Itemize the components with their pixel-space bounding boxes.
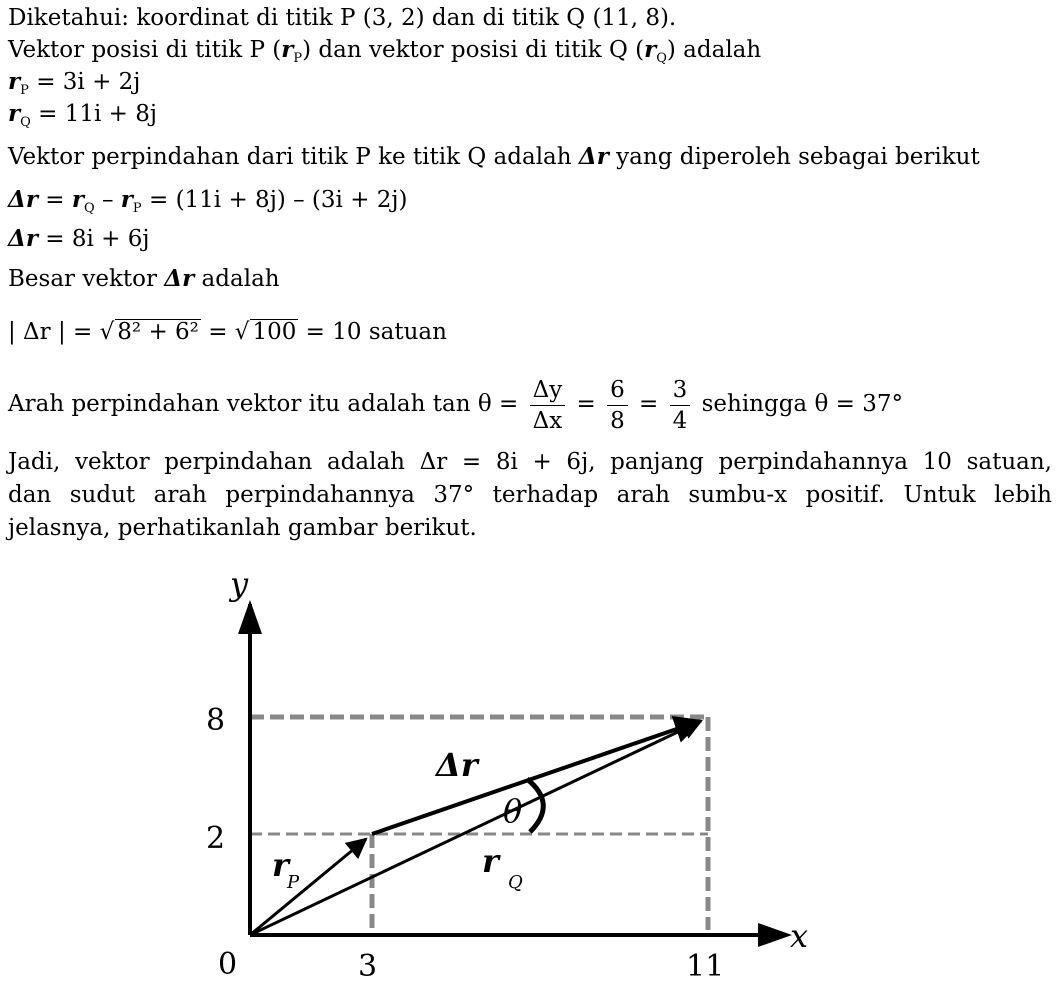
- vector-delta-r: [372, 721, 700, 834]
- fraction-dy-dx: $\frac{\Delta y}{\Delta x}$: [530, 377, 566, 434]
- theta-label: θ: [503, 792, 523, 830]
- rp-label: r: [272, 846, 289, 884]
- rq-equation: $r_Q = 11i + 8j$: [8, 100, 157, 130]
- fraction-6-8: $\frac{6}{8}$: [607, 377, 628, 434]
- fraction-3-4: $\frac{3}{4}$: [670, 377, 691, 434]
- sqrt-100: 100: [252, 319, 297, 345]
- delta-r-label: Δr: [436, 746, 478, 784]
- rp-equation: $r_P = 3i + 2j$: [8, 68, 141, 98]
- delta-r-equation-2: Δr = 8i + 6j: [8, 225, 150, 252]
- conclusion-paragraph: Jadi, vektor perpindahan adalah Δr = 8i + 6j, panjang perpindahannya 10 satuan, dan sudut arah perpindahannya 37° terhadap arah sumbu-x positif. Untuk lebih jelasnya, perhatikanlah gambar berikut.: [8, 449, 1052, 541]
- delta-r-equation-1: $\Delta r = r_Q - r_P = (11i + 8j) - (3i + 2j)$: [8, 186, 408, 216]
- x-axis-label: x: [790, 917, 809, 955]
- direction-line: Arah perpindahan vektor itu adalah tan θ = $\frac{\Delta y}{\Delta x}$ = $\frac{6}{8}$ = $\frac{3}{4}$ sehingga θ = 37°: [8, 376, 903, 434]
- tick-y-8: 8: [206, 703, 226, 738]
- origin-label: 0: [218, 947, 238, 982]
- x-axis-arrowhead: [758, 923, 792, 947]
- sqrt-8-6: 8² + 6²: [117, 319, 199, 345]
- rq-label-sub: Q: [508, 872, 523, 893]
- rq-label: r: [482, 842, 499, 880]
- rp-label-sub: P: [287, 872, 300, 893]
- position-intro-line: Vektor posisi di titik P $(r_P)$ dan vektor posisi di titik Q $(r_Q)$ adalah: [8, 36, 762, 66]
- tick-x-3: 3: [358, 949, 378, 984]
- magnitude-intro-line: Besar vektor Δr adalah: [8, 265, 280, 292]
- y-axis-label: y: [230, 565, 249, 603]
- magnitude-equation: | Δr | = √ 8² + 6² = √ 100 = 10 satuan: [8, 319, 447, 345]
- theta-arc: [527, 779, 543, 832]
- y-axis-arrowhead: [238, 600, 262, 634]
- displacement-intro-line: Vektor perpindahan dari titik P ke titik Q adalah Δr yang diperoleh sebagai berikut: [8, 143, 980, 170]
- tick-x-11: 11: [686, 949, 725, 984]
- tick-y-2: 2: [206, 821, 226, 856]
- given-text: Diketahui: koordinat di titik P (3, 2) dan di titik Q (11, 8).: [8, 5, 677, 31]
